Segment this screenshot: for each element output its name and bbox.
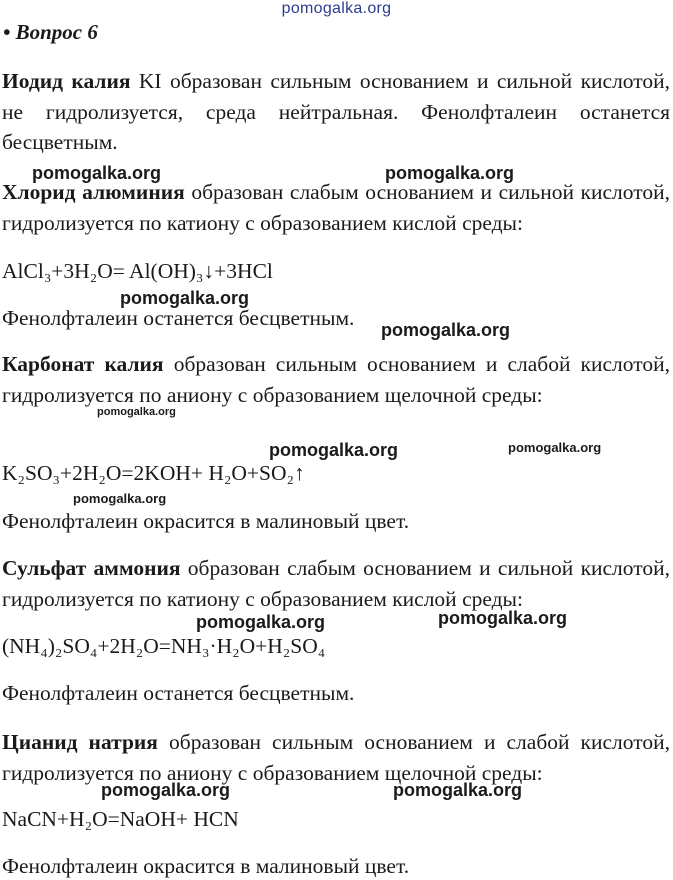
term-potassium-carbonate: Карбонат калия [2, 352, 164, 376]
site-header-link[interactable]: pomogalka.org [281, 0, 392, 17]
section-potassium-carbonate [2, 349, 670, 410]
watermark: pomogalka.org [385, 163, 515, 183]
result-aluminium-chloride: Фенолфталеин останется бесцветным. [2, 306, 355, 330]
section-text: образован слабым основанием и сильной кислотой, гидролизуется по катиону с образованием кислой среды: [2, 556, 670, 611]
watermark: pomogalka.org [196, 612, 326, 632]
section-potassium-iodide [2, 66, 670, 158]
section-sodium-cyanide [2, 727, 670, 788]
result-sodium-cyanide: Фенолфталеин окрасится в малиновый цвет. [2, 854, 410, 878]
watermark: pomogalka.org [381, 320, 511, 340]
formula-potassium-carbonate: K₂SO₃+2H₂O=2KOH+ H₂O+SO₂↑ [2, 461, 305, 485]
term-potassium-iodide: Иодид калия [2, 69, 131, 93]
section-aluminium-chloride [2, 177, 670, 238]
formula-aluminium-chloride: AlCl₃+3H₂O= Al(OH)₃↓+3HCl [2, 259, 273, 283]
term-sodium-cyanide: Цианид натрия [2, 730, 158, 754]
watermark: pomogalka.org [438, 608, 568, 628]
watermark: pomogalka.org [508, 440, 602, 455]
watermark: pomogalka.org [393, 780, 523, 800]
formula-ammonium-sulfate: (NH₄)₂SO₄+2H₂O=NH₃·H₂O+H₂SO₄ [2, 634, 326, 658]
section-text: образован слабым основанием и сильной кислотой, гидролизуется по катиону с образованием кислой среды: [2, 180, 670, 235]
result-ammonium-sulfate: Фенолфталеин останется бесцветным. [2, 681, 355, 705]
question-title: • Вопрос 6 [3, 20, 98, 44]
result-potassium-carbonate: Фенолфталеин окрасится в малиновый цвет. [2, 509, 410, 533]
section-text: KI образован сильным основанием и сильной кислотой, не гидролизуется, среда нейтральная. Фенолфталеин останется бесцветным. [2, 69, 671, 154]
section-text: образован сильным основанием и слабой кислотой, гидролизуется по аниону с образованием щелочной среды: [2, 352, 670, 407]
term-ammonium-sulfate: Сульфат аммония [2, 556, 181, 580]
watermark: pomogalka.org [32, 163, 162, 183]
term-aluminium-chloride: Хлорид алюминия [2, 180, 185, 204]
section-text: образован сильным основанием и слабой кислотой, гидролизуется по аниону с образованием щелочной среды: [2, 730, 670, 785]
watermark: pomogalka.org [97, 406, 176, 418]
section-ammonium-sulfate [2, 553, 670, 614]
formula-sodium-cyanide: NaCN+H₂O=NaOH+ HCN [2, 807, 239, 831]
watermark: pomogalka.org [101, 780, 231, 800]
watermark: pomogalka.org [269, 440, 399, 460]
watermark: pomogalka.org [73, 491, 167, 506]
watermark: pomogalka.org [120, 288, 250, 308]
